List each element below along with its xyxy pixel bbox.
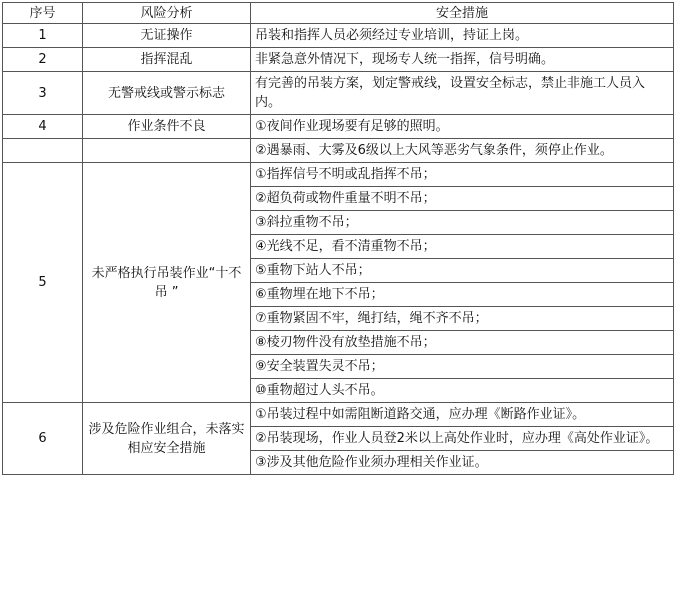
row-measure: ②超负荷或物件重量不明不吊； [251, 187, 674, 211]
row-no: 4 [3, 115, 83, 139]
row-measure: ①吊装过程中如需阻断道路交通，应办理《断路作业证》。 [251, 403, 674, 427]
row-measure: 吊装和指挥人员必须经过专业培训，持证上岗。 [251, 24, 674, 48]
row-measure: ①指挥信号不明或乱指挥不吊； [251, 163, 674, 187]
row-no: 5 [3, 163, 83, 403]
row-measure: ⑤重物下站人不吊； [251, 259, 674, 283]
row-risk: 指挥混乱 [83, 48, 251, 72]
row-risk: 涉及危险作业组合，未落实相应安全措施 [83, 403, 251, 475]
row-measure: ⑨安全装置失灵不吊； [251, 355, 674, 379]
safety-measures-table [2, 2, 674, 475]
row-measure: ①夜间作业现场要有足够的照明。 [251, 115, 674, 139]
table-row [3, 403, 674, 427]
row-risk: 未严格执行吊装作业“十不吊 ” [83, 163, 251, 403]
header-no: 序号 [3, 3, 83, 24]
table-row [3, 24, 674, 48]
row-no: 2 [3, 48, 83, 72]
row-no: 3 [3, 72, 83, 115]
row-measure: ③斜拉重物不吊； [251, 211, 674, 235]
row-risk: 无证操作 [83, 24, 251, 48]
row-risk: 作业条件不良 [83, 115, 251, 139]
row-measure: 非紧急意外情况下，现场专人统一指挥，信号明确。 [251, 48, 674, 72]
table-row [3, 163, 674, 187]
row-measure: ⑧棱刃物件没有放垫措施不吊； [251, 331, 674, 355]
row-no: 6 [3, 403, 83, 475]
row-measure: ⑩重物超过人头不吊。 [251, 379, 674, 403]
row-risk-empty [83, 139, 251, 163]
row-measure: ③涉及其他危险作业须办理相关作业证。 [251, 451, 674, 475]
row-no-empty [3, 139, 83, 163]
row-measure: ②遇暴雨、大雾及6级以上大风等恶劣气象条件，须停止作业。 [251, 139, 674, 163]
header-risk: 风险分析 [83, 3, 251, 24]
row-risk: 无警戒线或警示标志 [83, 72, 251, 115]
table-row [3, 139, 674, 163]
table-header-row [3, 3, 674, 24]
row-measure: ⑥重物埋在地下不吊； [251, 283, 674, 307]
row-measure: 有完善的吊装方案，划定警戒线，设置安全标志，禁止非施工人员入内。 [251, 72, 674, 115]
row-measure: ④光线不足，看不清重物不吊； [251, 235, 674, 259]
table-row [3, 115, 674, 139]
row-measure: ②吊装现场，作业人员登2米以上高处作业时，应办理《高处作业证》。 [251, 427, 674, 451]
table-row [3, 72, 674, 115]
row-no: 1 [3, 24, 83, 48]
row-measure: ⑦重物紧固不牢，绳打结，绳不齐不吊； [251, 307, 674, 331]
table-row [3, 48, 674, 72]
header-measures: 安全措施 [251, 3, 674, 24]
